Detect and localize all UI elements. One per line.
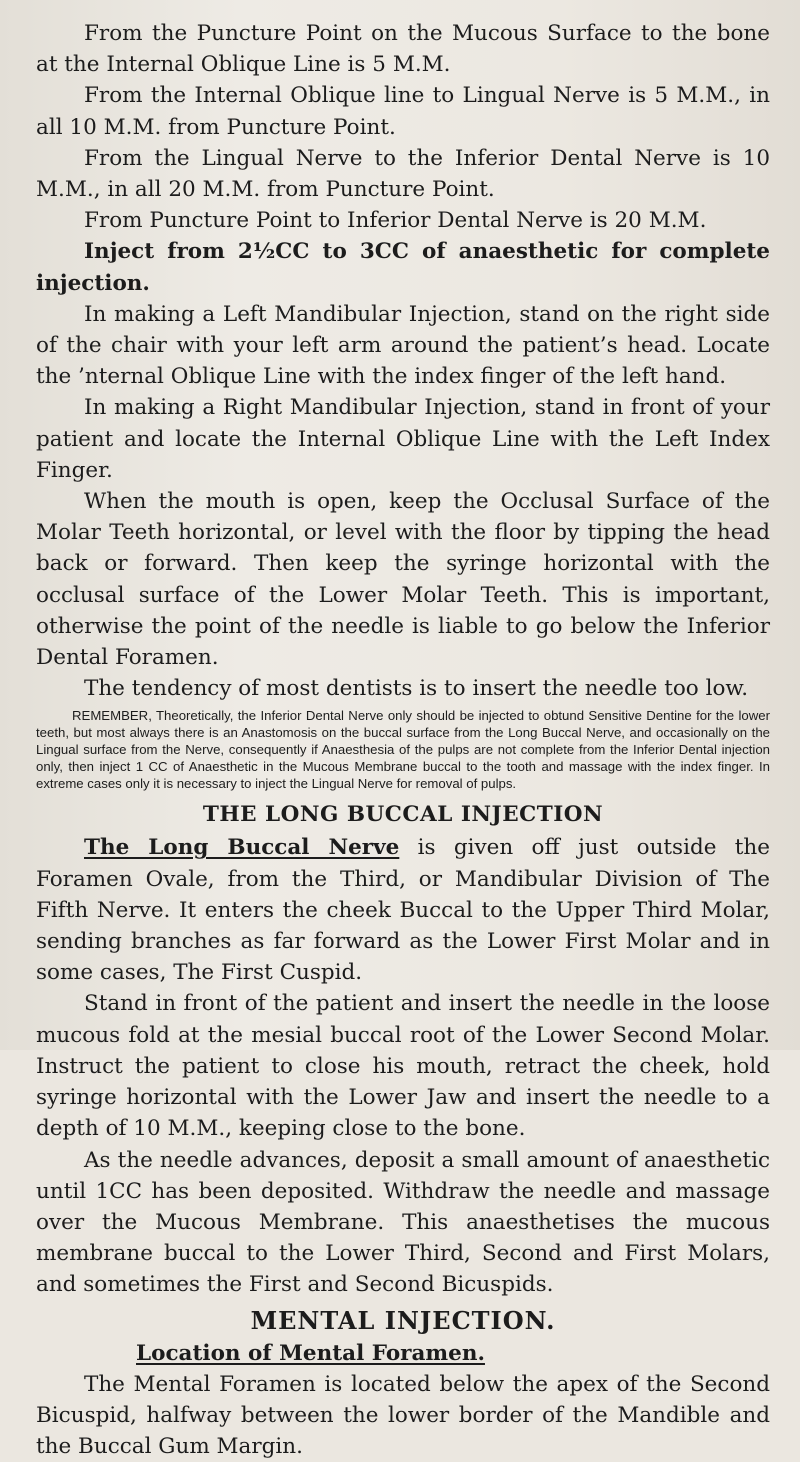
long-buccal-heading: THE LONG BUCCAL INJECTION: [202, 802, 604, 828]
long-buccal-technique: Stand in front of the patient and insert the needle in the loose mucous fold at the mesial buccal root of the Lower Second Molar. Instruct the patient to close his mouth, retract the cheek, hold syringe horizontal with the Lower Jaw and insert the needle to a depth of 10 M.M., keeping close to the bone.: [36, 991, 770, 1142]
mental-section: [36, 1369, 770, 1462]
paragraph-inject-amount: Inject from 2½CC to 3CC of anaesthetic for complete injection.: [36, 239, 770, 296]
paragraph-occlusal-surface: When the mouth is open, keep the Occlusal Surface of the Molar Teeth horizontal, or level with the floor by tipping the head back or forward. Then keep the syringe horizontal with the occlusal surface of the Lower Molar Teeth. This is important, otherwise the point of the needle is liable to go below the Inferior Dental Foramen.: [36, 489, 770, 671]
mental-injection-heading: MENTAL INJECTION.: [250, 1305, 556, 1335]
long-buccal-deposit: As the needle advances, deposit a small amount of anaesthetic until 1CC has been deposited. Withdraw the needle and massage over the Mucous Membrane. This anaesthetises the mucous membrane buccal to the Lower Third, Second and First Molars, and sometimes the First and Second Bicuspids.: [36, 1147, 770, 1298]
upper-section: [36, 18, 770, 704]
paragraph-puncture-to-bone: From the Puncture Point on the Mucous Surface to the bone at the Internal Oblique Line is 5 M.M.: [36, 21, 770, 78]
paragraph-puncture-to-inferior: From Puncture Point to Inferior Dental Nerve is 20 M.M.: [84, 208, 707, 234]
paragraph-oblique-to-lingual: From the Internal Oblique line to Lingual Nerve is 5 M.M., in all 10 M.M. from Puncture Point.: [36, 83, 770, 140]
mental-foramen-subheading: Location of Mental Foramen.: [136, 1340, 485, 1366]
paragraph-left-mandibular: In making a Left Mandibular Injection, stand on the right side of the chair with your left arm around the patient’s head. Locate the ’nternal Oblique Line with the index finger of the left hand.: [36, 301, 770, 390]
paragraph-right-mandibular: In making a Right Mandibular Injection, stand in front of your patient and locate the Internal Oblique Line with the Left Index Finger.: [36, 395, 770, 483]
long-buccal-intro: [36, 832, 770, 988]
long-buccal-intro-text: is given off just outside the Foramen Ovale, from the Third, or Mandibular Division of The Fifth Nerve. It enters the cheek Buccal to the Upper Third Molar, sending branches as far forward as the Lower First Molar and in some cases, The First Cuspid.: [36, 835, 770, 986]
mental-foramen-location: The Mental Foramen is located below the apex of the Second Bicuspid, halfway between the lower border of the Mandible and the Buccal Gum Margin.: [36, 1371, 770, 1459]
paragraph-lingual-to-inferior: From the Lingual Nerve to the Inferior Dental Nerve is 10 M.M., in all 20 M.M. from Puncture Point.: [36, 145, 770, 203]
long-buccal-run-in: The Long Buccal Nerve: [84, 835, 400, 861]
remember-note: REMEMBER, Theoretically, the Inferior Dental Nerve only should be injected to obtund Sensitive Dentine for the lower teeth, but most always there is an Anastomosis on the buccal surface from the Long Buccal Nerve, and occasionally on the Lingual surface from the Nerve, consequently if Anaesthesia of the pulps are not complete from the Inferior Dental injection only, then inject 1 CC of Anaesthetic in the Mucous Membrane buccal to the tooth and massage with the index finger. In extreme cases only it is necessary to inject the Lingual Nerve for removal of pulps.: [36, 708, 770, 792]
paragraph-tendency: The tendency of most dentists is to insert the needle too low.: [84, 676, 749, 702]
long-buccal-section: [36, 832, 770, 1300]
